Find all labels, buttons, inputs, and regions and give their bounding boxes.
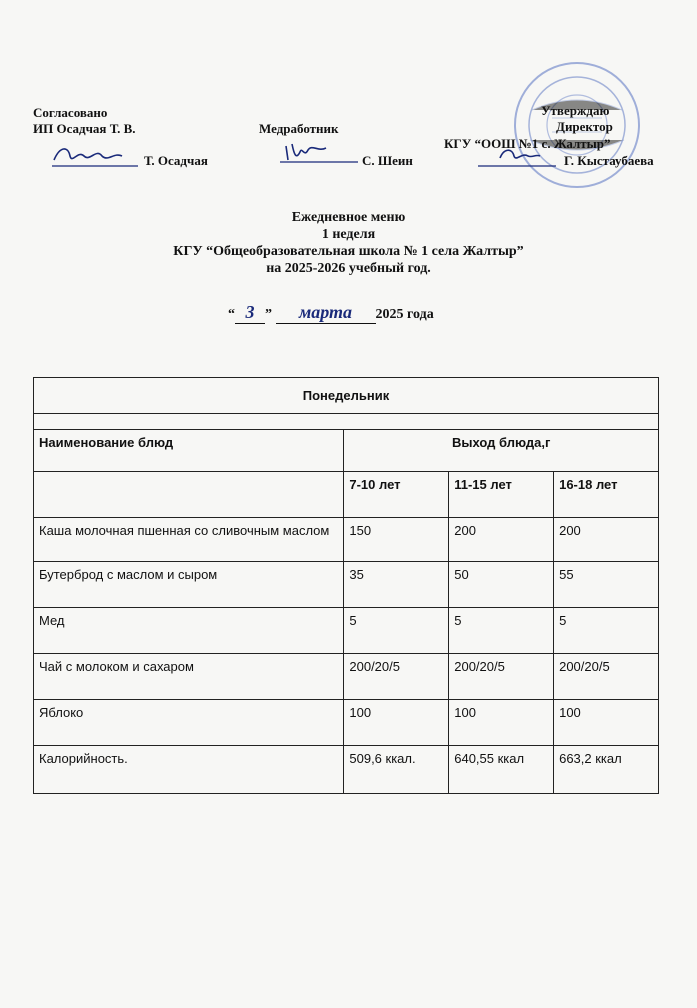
age-row-empty — [34, 472, 344, 518]
signature-right — [476, 142, 558, 170]
dish-output-2: 200/20/5 — [449, 654, 554, 700]
day-row — [34, 378, 659, 414]
dish-output-1: 200/20/5 — [344, 654, 449, 700]
col-dish-header: Наименование блюд — [34, 430, 344, 472]
table-row — [34, 608, 659, 654]
age-group-1: 7-10 лет — [344, 472, 449, 518]
dish-output-3: 100 — [554, 700, 659, 746]
dish-output-1: 5 — [344, 608, 449, 654]
table-row — [34, 562, 659, 608]
date-day: 3 — [235, 302, 265, 324]
col-output-header: Выход блюда,г — [344, 430, 659, 472]
age-group-3: 16-18 лет — [554, 472, 659, 518]
agreed-label: Согласовано — [33, 105, 108, 120]
signature-left — [50, 142, 142, 170]
dish-output-2: 100 — [449, 700, 554, 746]
dish-output-2: 50 — [449, 562, 554, 608]
dish-output-3: 200 — [554, 518, 659, 562]
director-label: Директор — [556, 119, 613, 134]
date-year: 2025 года — [375, 307, 434, 322]
dish-name: Каша молочная пшенная со сливочным маслом — [34, 518, 344, 562]
signer-middle: С. Шеин — [362, 153, 413, 168]
table-row — [34, 654, 659, 700]
header-row — [34, 430, 659, 472]
signature-middle — [278, 138, 360, 168]
dish-output-1: 35 — [344, 562, 449, 608]
date-close-quote: ” — [265, 307, 272, 322]
dish-output-3: 5 — [554, 608, 659, 654]
approve-org: КГУ “ООШ №1 с. Жалтыр” — [444, 136, 611, 151]
dish-output-1: 100 — [344, 700, 449, 746]
calories-row — [34, 746, 659, 794]
school-name: КГУ “Общеобразовательная школа № 1 села Жалтыр” — [173, 244, 524, 259]
table-row — [34, 700, 659, 746]
dish-name: Мед — [34, 608, 344, 654]
day-title: Понедельник — [34, 378, 659, 414]
signer-left: Т. Осадчая — [144, 153, 208, 168]
date-line — [228, 302, 434, 324]
age-group-2: 11-15 лет — [449, 472, 554, 518]
dish-output-3: 55 — [554, 562, 659, 608]
doc-title: Ежедневное меню — [291, 210, 406, 225]
dish-output-2: 200 — [449, 518, 554, 562]
dish-output-3: 200/20/5 — [554, 654, 659, 700]
calories-2: 640,55 ккал — [449, 746, 554, 794]
dish-name: Яблоко — [34, 700, 344, 746]
academic-year: на 2025-2026 учебный год. — [266, 261, 431, 276]
age-row — [34, 472, 659, 518]
calories-3: 663,2 ккал — [554, 746, 659, 794]
date-month: марта — [276, 302, 376, 324]
week-label: 1 неделя — [321, 227, 376, 242]
dish-name: Бутерброд с маслом и сыром — [34, 562, 344, 608]
calories-1: 509,6 ккал. — [344, 746, 449, 794]
signer-right: Г. Кыстаубаева — [564, 153, 654, 168]
menu-table — [33, 377, 659, 794]
dish-output-2: 5 — [449, 608, 554, 654]
spacer-row — [34, 414, 659, 430]
date-open-quote: “ — [228, 307, 235, 322]
agreed-org: ИП Осадчая Т. В. — [33, 121, 136, 136]
dish-output-1: 150 — [344, 518, 449, 562]
medic-label: Медработник — [259, 121, 339, 136]
calories-label: Калорийность. — [34, 746, 344, 794]
approve-label: Утверждаю — [541, 103, 610, 118]
table-row — [34, 518, 659, 562]
dish-name: Чай с молоком и сахаром — [34, 654, 344, 700]
